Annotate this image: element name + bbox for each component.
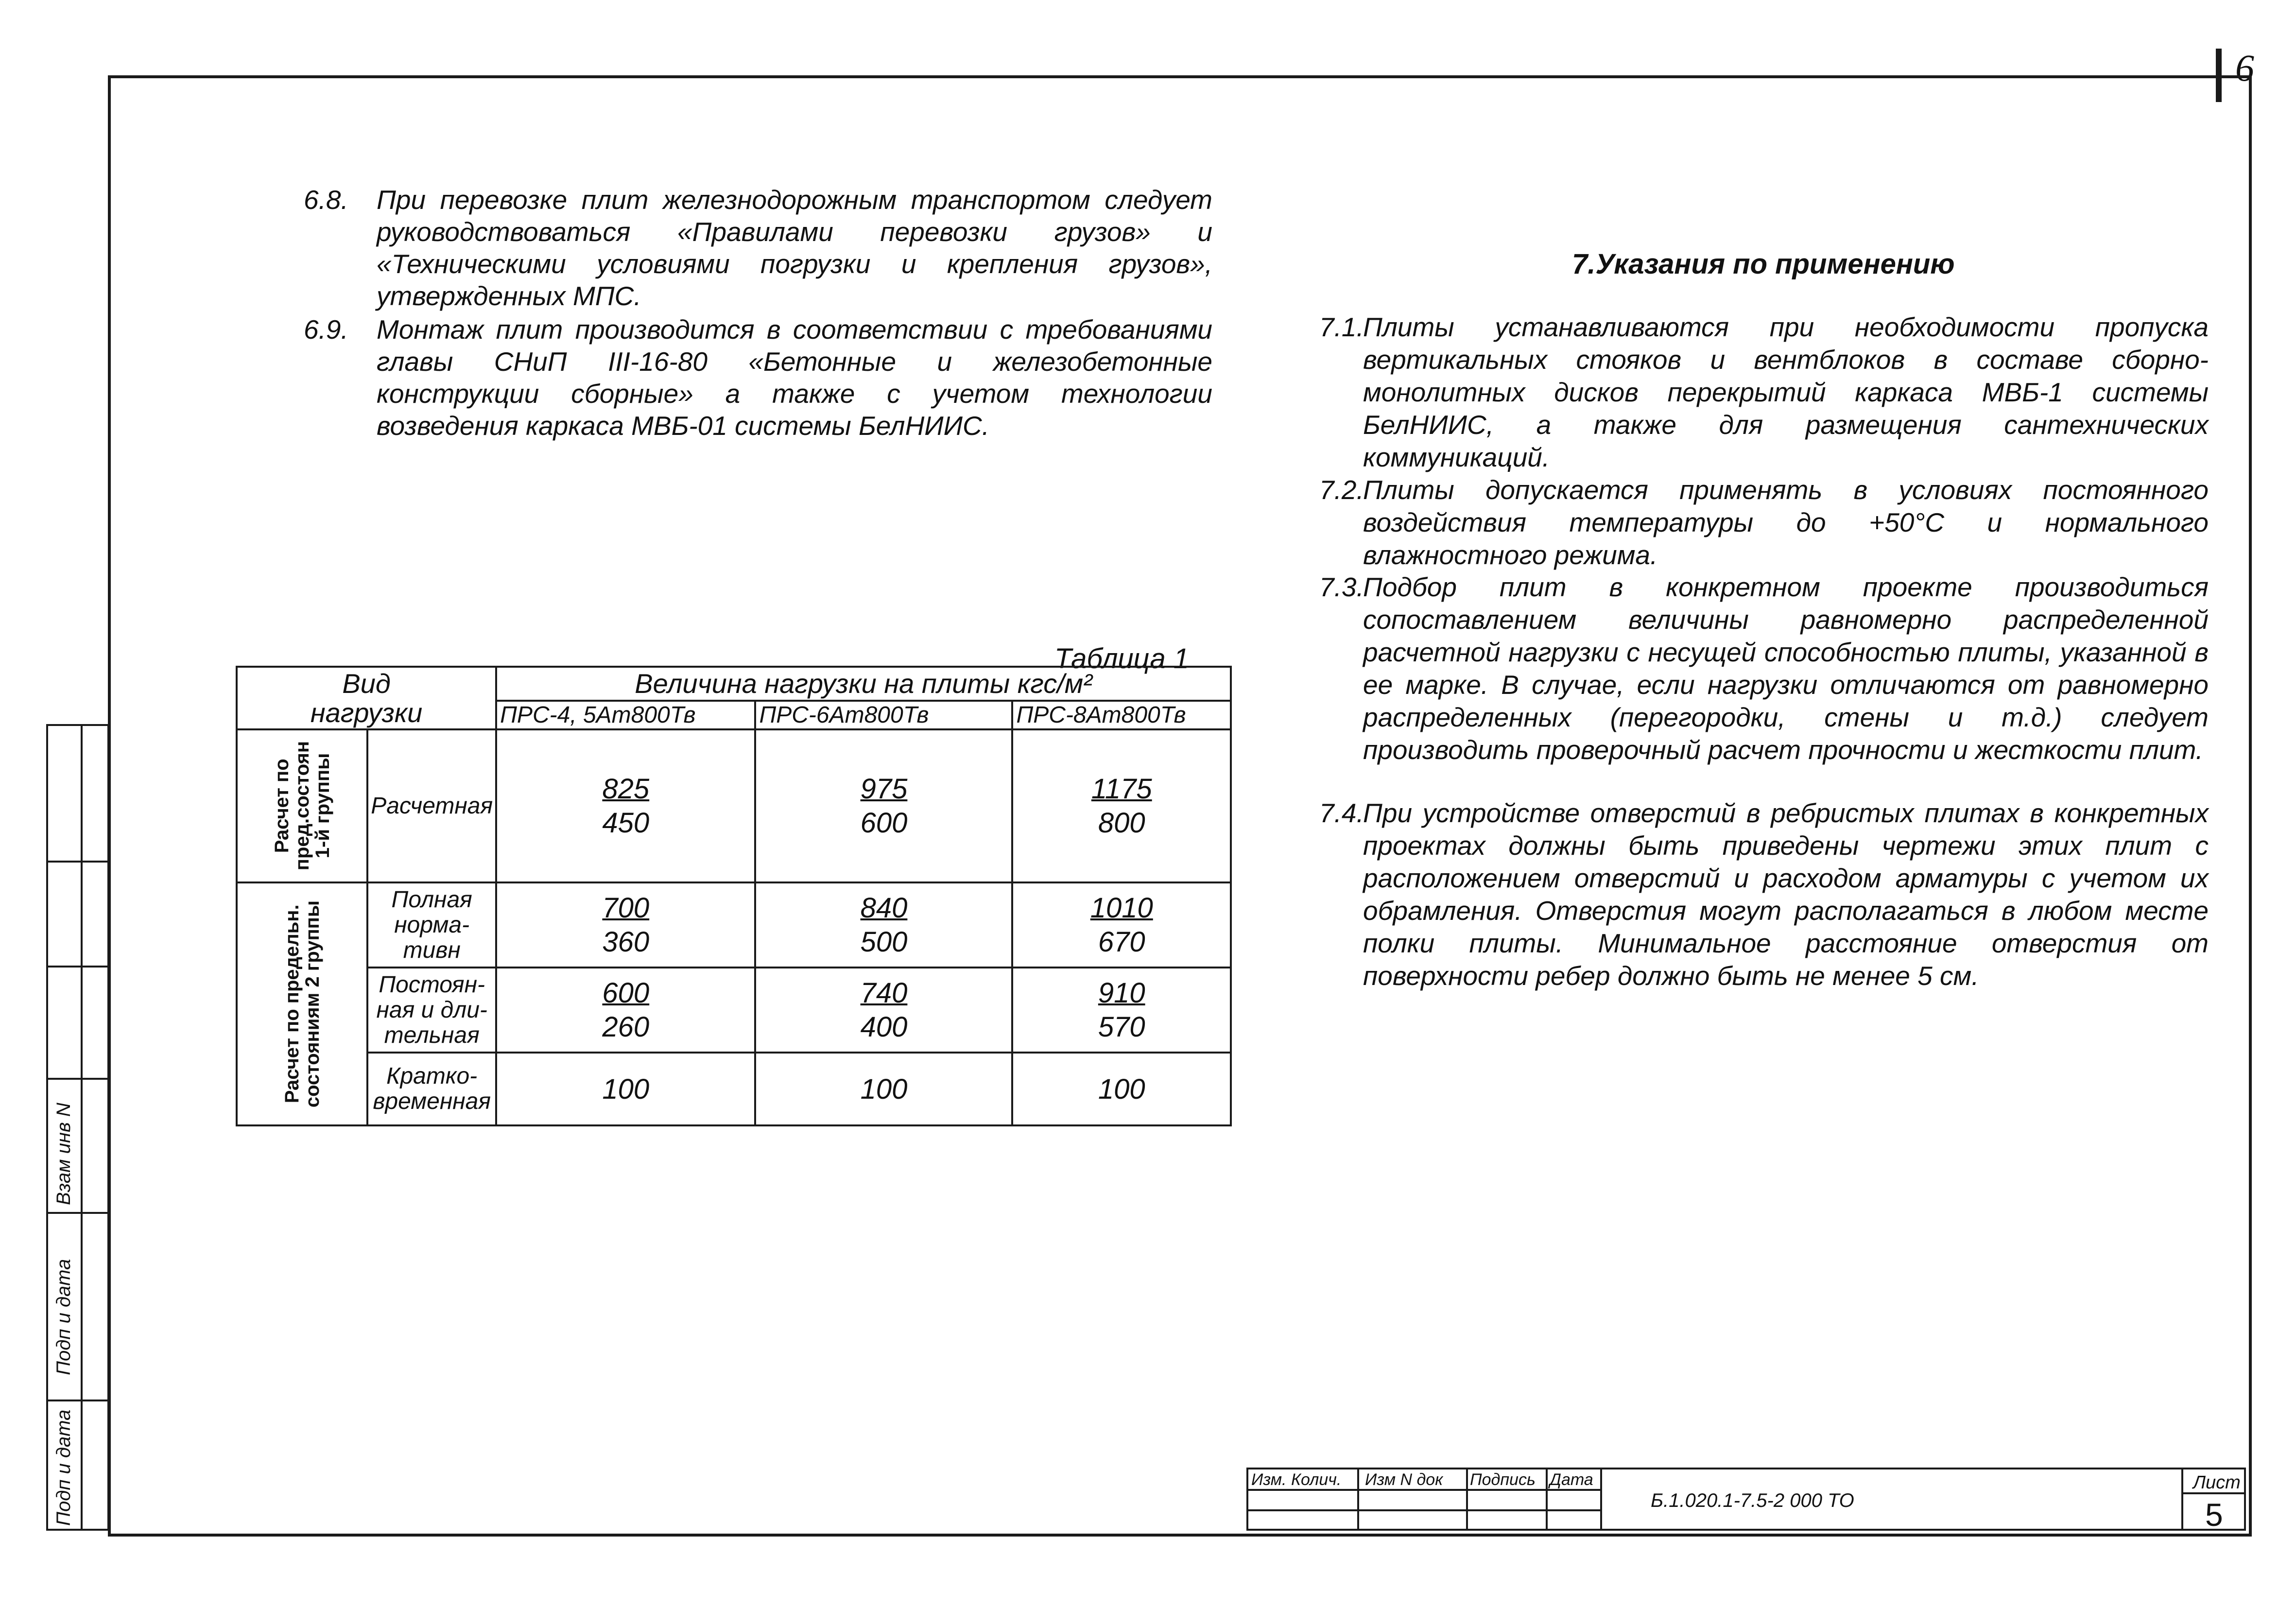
sheet-number: 5 [2205, 1497, 2223, 1533]
stamp-cell [1466, 1489, 1548, 1511]
doc-code: Б.1.020.1-7.5-2 000 ТО [1651, 1490, 1854, 1511]
side-strip-cell [46, 966, 109, 1080]
group-1-label: Расчет по пред.состоян 1-й группы [237, 729, 367, 882]
paragraph-7-3 [1319, 571, 2213, 795]
table-cell: $\frac{1010}{670}$ [1012, 882, 1231, 968]
table-cell: $\frac{825}{450}$ [496, 729, 755, 882]
paragraph-6-8 [304, 184, 1217, 310]
paragraph-7-4 [1319, 797, 2213, 1030]
side-strip-cell [46, 724, 109, 863]
group-2-label: Расчет по предельн. состояниям 2 группы [237, 882, 367, 1125]
header-load-type: Вид нагрузки [237, 667, 496, 729]
paragraph-text: При перевозке плит железнодорожным транспортом следует руководствоваться «Правилами перевозки грузов» и «Техническими условиями погрузки и крепления грузов», утвержденных МПС. [377, 185, 1212, 311]
podp-data-label-2: Подп и дата [53, 1409, 74, 1526]
paragraph-6-9 [304, 313, 1217, 479]
paragraph-7-1 [1319, 311, 2213, 472]
table-caption: Таблица 1 [1054, 643, 1190, 674]
stamp-cell-izm-ndok: Изм N док [1357, 1468, 1468, 1491]
table-cell: $\frac{740}{400}$ [755, 968, 1012, 1053]
table-cell: $\frac{1175}{800}$ [1012, 729, 1231, 882]
table-cell: $\frac{600}{260}$ [496, 968, 755, 1053]
stamp-cell [1546, 1509, 1602, 1531]
stamp-cell [1357, 1489, 1468, 1511]
column-header-prs-8: ПРС-8Ат800Тв [1012, 701, 1231, 729]
table-row-postoyannaya [237, 968, 1231, 1053]
stamp-cell-podpis: Подпись [1466, 1468, 1548, 1491]
paragraph-text: Монтаж плит производится в соответствии с требованиями главы СНиП III-16-80 «Бетонные и железобетонные конструкции сборные» а также с учетом технологии возведения каркаса МВБ-01 системы БелНИИС. [377, 314, 1212, 441]
paragraph-text: Плиты устанавливаются при необходимости пропуска вертикальных стояков и вентблоков в составе сборно-монолитных дисков перекрытий каркаса МВБ-1 системы БелНИИС, а также для размещения сантехнических коммуникаций. [1363, 312, 2209, 472]
stamp-cell [1546, 1489, 1602, 1511]
row-label: Кратко- временная [367, 1053, 496, 1125]
top-page-number: 6 [2235, 47, 2254, 89]
table-cell: $\frac{840}{500}$ [755, 882, 1012, 968]
table-cell: $\frac{975}{600}$ [755, 729, 1012, 882]
table-cell: $\frac{700}{360}$ [496, 882, 755, 968]
column-header-prs-4-5: ПРС-4, 5Ат800Тв [496, 701, 755, 729]
paragraph-7-2 [1319, 474, 2213, 571]
stamp-cell [1246, 1509, 1359, 1531]
column-header-prs-6: ПРС-6Ат800Тв [755, 701, 1012, 729]
podp-data-label-1: Подп и дата [53, 1259, 74, 1375]
paragraph-number: 6.8. [304, 185, 348, 215]
paragraph-text: Плиты допускается применять в условиях постоянного воздействия температуры до +50°С и нормального влажностного режима. [1363, 475, 2209, 570]
side-strip [46, 724, 109, 1531]
paragraph-number: 7.1. [1319, 312, 1364, 342]
paragraph-number: 7.2. [1319, 475, 1364, 505]
table-row-raschetnaya [237, 729, 1231, 882]
stamp-sheet-label-cell: Лист [2181, 1468, 2246, 1494]
header-magnitude: Величина нагрузки на плиты кгс/м² [496, 667, 1231, 701]
paragraph-number: 6.9. [304, 314, 348, 345]
paragraph-number: 7.4. [1319, 798, 1364, 828]
stamp-cell-data: Дата [1546, 1468, 1602, 1491]
table-row-polnaya [237, 882, 1231, 968]
table-cell: 100 [496, 1053, 755, 1125]
section-heading: 7.Указания по применению [1572, 248, 1955, 280]
stamp-cell [1466, 1509, 1548, 1531]
loads-table [236, 666, 1232, 1126]
stamp-cell [1246, 1489, 1359, 1511]
table-cell: 100 [1012, 1053, 1231, 1125]
table-cell: $\frac{910}{570}$ [1012, 968, 1231, 1053]
row-label: Полная норма- тивн [367, 882, 496, 968]
row-label: Постоян- ная и дли- тельная [367, 968, 496, 1053]
stamp-doc-code-cell [1600, 1468, 2183, 1531]
side-strip-cell [46, 861, 109, 968]
title-block [1246, 1468, 2246, 1531]
stamp-cell-izm-kolich: Изм. Колич. [1246, 1468, 1359, 1491]
table-cell: 100 [755, 1053, 1012, 1125]
paragraph-text: Подбор плит в конкретном проекте производиться сопоставлением величины равномерно распределенной расчетной нагрузки с несущей способностью плиты, указанной в ее марке. В случае, если нагрузки отличаются от равномерно распределенных (перегородки, стены и т.д.) следует производить проверочный расчет прочности и жесткости плит. [1363, 572, 2209, 765]
paragraph-text: При устройстве отверстий в ребристых плитах в конкретных проектах должны быть приведены чертежи этих плит с расположением отверстий и расходом арматуры с учетом их обрамления. Отверстия могут располагаться в любом месте полки плиты. Минимальное расстояние отверстия от поверхности ребер должно быть не менее 5 см. [1363, 798, 2209, 991]
vzam-inv-label: Взам инв N [53, 1103, 74, 1205]
stamp-cell [1357, 1509, 1468, 1531]
table-row-kratkovremennaya [237, 1053, 1231, 1125]
stamp-sheet-number-cell [2181, 1492, 2246, 1531]
row-label: Расчетная [367, 729, 496, 882]
paragraph-number: 7.3. [1319, 572, 1364, 602]
